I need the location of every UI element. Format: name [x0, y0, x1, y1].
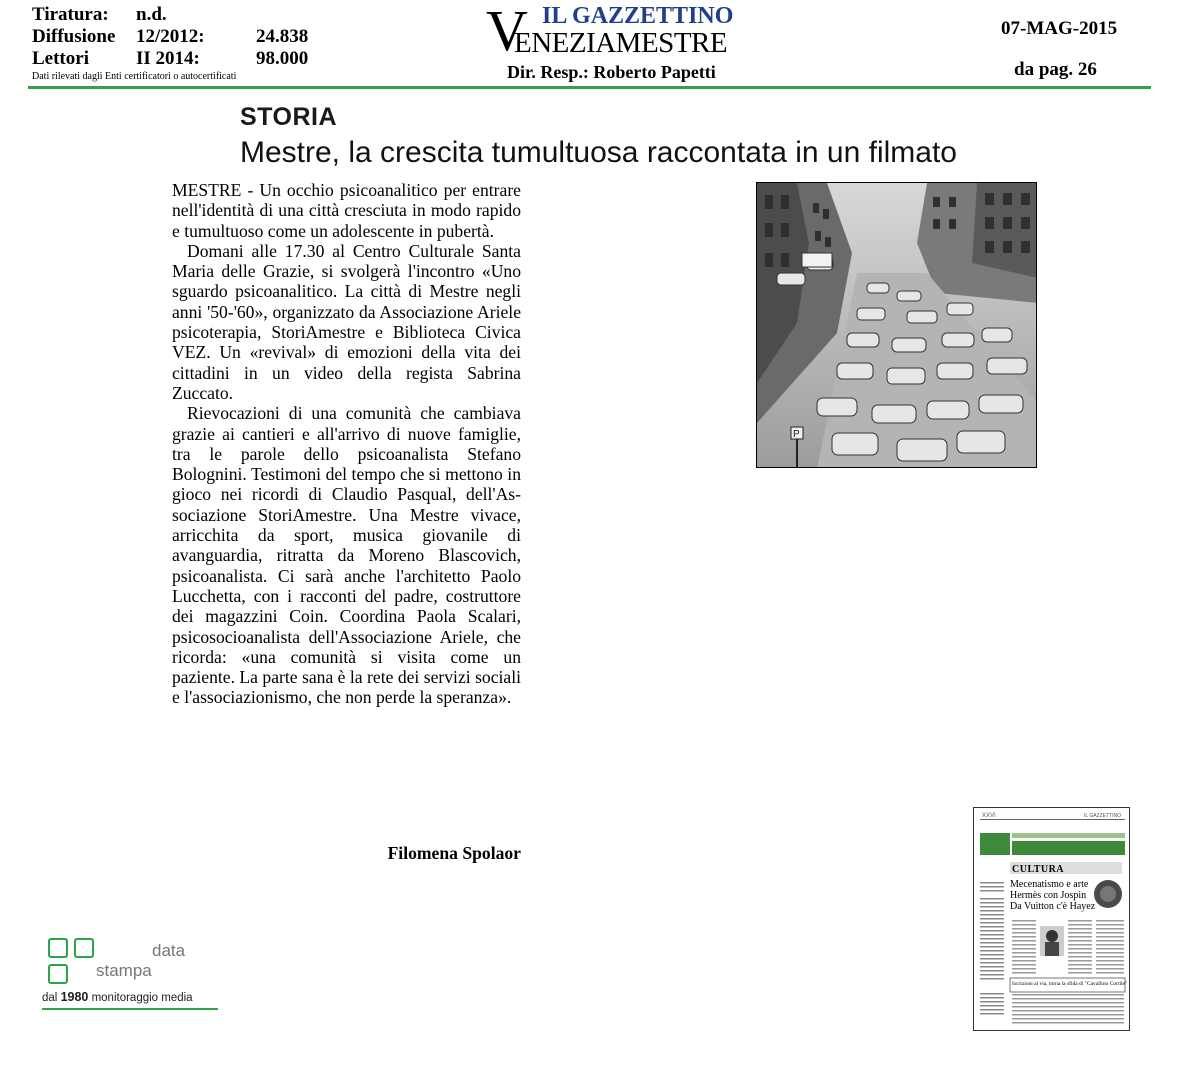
thumbnail-section: CULTURA	[1012, 864, 1065, 875]
logo-square-icon	[48, 938, 68, 958]
article-photo	[756, 182, 1037, 468]
thumbnail-footer: Iscrizioni al via, torna la sfida di "Cavallino Cortile"	[1012, 981, 1128, 987]
article-byline: Filomena Spolaor	[387, 843, 521, 863]
thumbnail-layout	[974, 808, 1130, 1031]
circulation-info	[32, 4, 336, 83]
data-stampa-logo	[42, 936, 222, 1014]
meta-row-diffusione: Diffusione 12/2012: 24.838	[32, 26, 309, 47]
article-paragraph: Rievocazioni di una comunità che cambiava grazie ai cantieri e all'arrivo di nuove famiglie, tra le parole dello psicoanalista Stefano Bolognini. Testimoni del tempo che si mettono in gioco nei ricordi di Claudio Pasqual, dell'Associazione StoriAmestre. Una Mestre vivace, arricchita da sport, musica giovanile di avanguardia, ritratta da Moreno Blascovich, psicoanalista. Ci sarà anche l'architetto Paolo Lucchetta, con i racconti del padre, costruttore dei magazzini Coin. Coordina Paola Scalari, psicosocioanalista dell'Associazione Ariele, che ricorda: «una comunità si visita come un paziente. La parte sana è la rete dei servizi sociali e l'associazionismo, che non perde la speranza».	[172, 403, 521, 708]
logo-word-data: data	[152, 941, 186, 960]
header-divider	[28, 86, 1151, 89]
publication-date: 07-MAG-2015	[1001, 18, 1118, 39]
thumbnail-headline: Hermès con Jospin	[1010, 890, 1087, 901]
thumbnail-page-num: XXVI	[982, 813, 996, 819]
logo-word-stampa: stampa	[96, 961, 152, 980]
masthead-edition: ENEZIAMESTRE	[514, 27, 728, 59]
director-line: Dir. Resp.: Roberto Papetti	[507, 62, 716, 82]
meta-note: Dati rilevati dagli Enti certificatori o autocertificati	[32, 71, 237, 82]
logo-square-icon	[74, 938, 94, 958]
logo-square-icon	[48, 964, 68, 984]
article-headline: Mestre, la crescita tumultuosa raccontata in un filmato	[240, 136, 957, 169]
masthead-initial: V	[486, 0, 528, 63]
logo-tagline: dal 1980 monitoraggio media	[42, 990, 193, 1004]
thumbnail-headline: Mecenatismo e arte	[1010, 879, 1089, 890]
article-paragraph: Domani alle 17.30 al Centro Culturale Santa Maria delle Grazie, si svolgerà l'incontro «Uno sguardo psicoanalitico. La città di Mestre negli anni '50-'60», organizzato da Associazione Ariele psicoterapia, StoriAmestre e Biblioteca Civica VEZ. Un «revival» di emozioni della vita dei cittadini in un video della regista Sabrina Zuccato.	[172, 240, 521, 403]
page-reference: da pag. 26	[1014, 59, 1097, 80]
street-photo-image	[757, 183, 1037, 468]
page-thumbnail	[973, 807, 1130, 1031]
masthead-name: IL GAZZETTINO	[542, 3, 734, 29]
thumbnail-headline: Da Vuitton c'è Hayez	[1010, 901, 1096, 912]
newspaper-masthead	[486, 0, 766, 63]
meta-row-tiratura: Tiratura: n.d.	[32, 4, 167, 25]
article-body	[172, 180, 521, 708]
meta-row-lettori: Lettori II 2014: 98.000	[32, 48, 309, 69]
thumbnail-paper-name: IL GAZZETTINO	[1083, 813, 1121, 819]
svg-text:P: P	[793, 429, 800, 440]
article-kicker: STORIA	[240, 103, 337, 131]
logo-underline	[42, 1008, 218, 1010]
article-paragraph: MESTRE - Un occhio psicoanalitico per entrare nell'identità di una città cresciuta in modo rapido e tumultuoso come un adolescente in pubertà.	[172, 180, 521, 241]
